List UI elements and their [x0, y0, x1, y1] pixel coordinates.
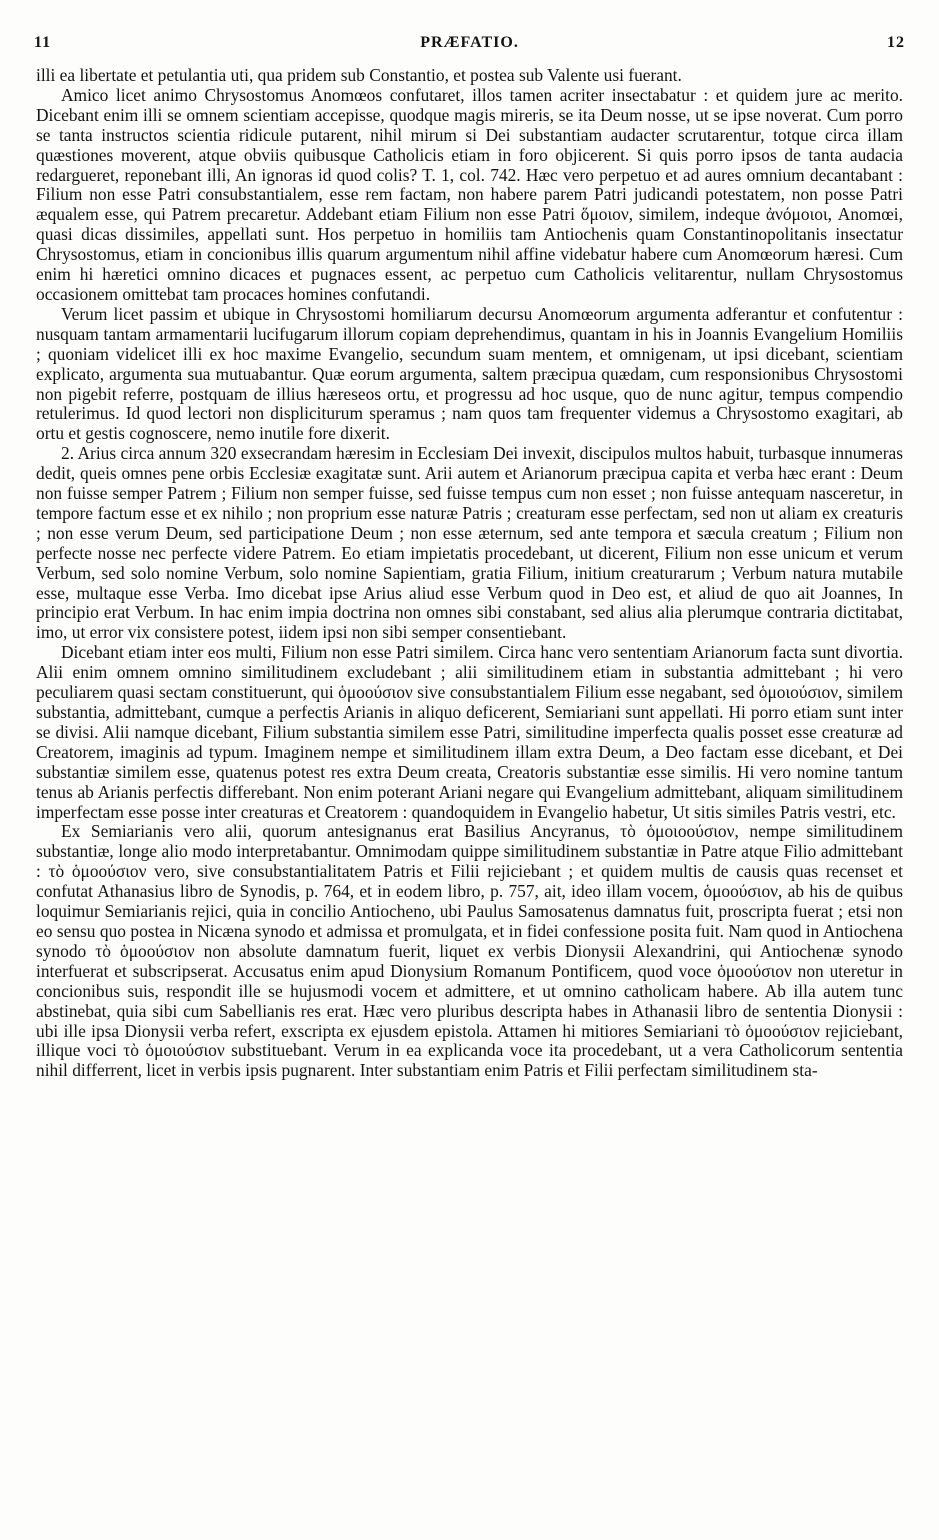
page-title: PRÆFATIO.: [420, 34, 519, 51]
paragraph-4: 2. Arius circa annum 320 exsecrandam hæresim in Ecclesiam Dei invexit, discipulos multos habuit, turbasque innumeras dedit, queis omnes pene orbis Ecclesiæ exagitatæ sunt. Arii autem et Arianorum præcipua capita et verba hæc erant : Deum non fuisse semper Patrem ; Filium non semper fuisse, sed fuisse tempus cum non esset ; non fuisse antequam nasceretur, in tempore factum esse et ex nihilo ; non proprium esse naturæ Patris ; creaturam esse perfectam, sed non ut aliam ex creaturis ; non esse verum Deum, sed participatione Deum ; non esse æternum, sed ante tempora et sæcula creatum ; Filium non perfecte nosse nec perfecte videre Patrem. Eo etiam impietatis procedebant, ut dicerent, Filium non esse unicum et verum Verbum, sed solo nomine Verbum, solo nomine Sapientiam, gratia Filium, initium creaturarum ; Verbum natura mutabile esse, multaque esse Verba. Imo dicebat ipse Arius aliud esse Verbum quod in Deo est, et aliud de quo ait Joannes, In principio erat Verbum. In hac enim impia doctrina non omnes sibi constabant, sed alius alia plerumque contraria dictitabat, imo, ut error vix consistere potest, iidem ipsi non sibi semper consentiebant.: [36, 443, 903, 643]
paragraph-5: Dicebant etiam inter eos multi, Filium non esse Patri similem. Circa hanc vero sententiam Arianorum facta sunt divortia. Alii enim omnem omnino similitudinem excludebant ; alii similitudinem etiam in substantia admittebant ; hi vero peculiarem quasi sectam constituerunt, qui ὁμοούσιον sive consubstantialem Filium esse negabant, sed ὁμοιούσιον, similem substantia, admittebant, cumque a perfectis Arianis in aliquo deficerent, Semiariani sunt appellati. Hi porro etiam sunt inter se divisi. Alii namque dicebant, Filium substantia similem esse Patri, similitudine imperfecta qualis posset esse creaturæ ad Creatorem, imaginis ad typum. Imaginem nempe et similitudinem illam extra Deum, a Deo factam esse dicebant, et Dei substantiæ similem esse, quatenus potest res extra Deum creata, Creatoris substantiæ esse similis. Hi vero nomine tantum tenus ab Arianis perfectis differebant. Non enim poterant Ariani negare qui Evangelium admittebant, aliquam similitudinem imperfectam esse posse inter creaturas et Creatorem : quandoquidem in Evangelio habetur, Ut sitis similes Patris vestri, etc.: [36, 642, 903, 822]
page-number-left: 11: [34, 34, 52, 51]
paragraph-2: Amico licet animo Chrysostomus Anomœos confutaret, illos tamen acriter insectabatur : et quidem jure ac merito. Dicebant enim illi se omnem scientiam accepisse, quodque magis mireris, se ita Deum nosse, ut se ipse noverat. Cum porro se tanta instructos scientia ridicule putarent, nihil mirum si Dei substantiam audacter scrutarentur, totque circa illam quæstiones moverent, atque obviis quibusque Catholicis etiam in foro objicerent. Si quis porro ipsos de tanta audacia redargueret, reponebant illi, An ignoras id quod colis? T. 1, col. 742. Hæc vero perpetuo et ad aures omnium decantabant : Filium non esse Patri consubstantialem, esse rem factam, non habere parem Patri judicandi potestatem, non posse Patri æqualem esse, qui Patrem precaretur. Addebant etiam Filium non esse Patri ὅμοιον, similem, indeque ἀνόμοιοι, Anomœi, quasi dicas dissimiles, appellati sunt. Hos perpetuo in homiliis tam Antiochenis quam Constantinopolitanis insectatur Chrysostomus, etiam in concionibus illis quarum argumentum nihil affine videbatur habere cum Anomœorum hæresi. Cum enim hi hæretici omnino dicaces et pugnaces essent, ac perpetuo cum Catholicis velitarentur, nullam Chrysostomus occasionem omittebat tam procaces homines confutandi.: [36, 84, 903, 304]
paragraph-1: illi ea libertate et petulantia uti, qua pridem sub Constantio, et postea sub Valente usi fuerant.: [36, 65, 682, 85]
paragraph-3: Verum licet passim et ubique in Chrysostomi homiliarum decursu Anomœorum argumenta adferantur et confutentur : nusquam tantam armamentarii lucifugarum illorum copiam deprehendimus, quantam in his in Joannis Evangelium Homiliis ; quoniam videlicet illi ex hoc maxime Evangelio, secundum suam mentem, et omnigenam, ut ipsi dicebant, scientiam explicato, argumenta sua mutuabantur. Quæ eorum argumenta, saltem præcipua quædam, cum responsionibus Chrysostomi non pigebit referre, postquam de illius hæreseos ortu, et progressu ad hoc usque, quo de nunc agitur, tempus compendio retulerimus. Id quod lectori non displiciturum speramus ; nam quos tam frequenter videmus a Chrysostomo exagitari, ab ortu et gestis cognoscere, nemo inutile fore dixerit.: [36, 303, 903, 444]
body-text: [36, 66, 903, 1081]
running-head: [34, 34, 905, 62]
page-number-right: 12: [887, 34, 905, 51]
paragraph-6: Ex Semiarianis vero alii, quorum antesignanus erat Basilius Ancyranus, τὸ ὁμοιοούσιον, nempe similitudinem substantiæ, longe alio modo interpretabantur. Omnimodam quippe similitudinem substantiæ in Patre atque Filio admittebant : τὸ ὁμοούσιον vero, sive consubstantialitatem Patris et Filii rejiciebant ; et quidem multis de causis quas recenset et confutat Athanasius libro de Synodis, p. 764, et in eodem libro, p. 757, ait, ideo illam vocem, ὁμοούσιον, ab his de quibus loquimur Semiarianis rejici, quia in concilio Antiocheno, ubi Paulus Samosatenus damnatus fuit, proscripta fuerat ; etsi non eo sensu quo postea in Nicæna synodo et admissa et promulgata, et in fidei confessione posita fuit. Nam quod in Antiochena synodo τὸ ὁμοούσιον non absolute damnatum fuerit, liquet ex verbis Dionysii Alexandrini, qui Antiochenæ synodo interfuerat et subscripserat. Accusatus enim apud Dionysium Romanum Pontificem, quod voce ὁμοούσιον non uteretur in concionibus suis, respondit ille se hujusmodi vocem et admittere, et ut omnino catholicam habere. Ab illa autem tunc abstinebat, quia sibi cum Sabellianis res erat. Hæc vero pluribus descripta habes in Athanasii libro de sententia Dionysii : ubi ille ipsa Dionysii verba refert, exscripta ex ejusdem epistola. Attamen hi mitiores Semiariani τὸ ὁμοούσιον rejiciebant, illique voci τὸ ὁμοιούσιον substituebant. Verum in ea explicanda voce ita procedebant, ut a vera Catholicorum sententia nihil differrent, licet in verbis ipsis pugnarent. Inter substantiam enim Patris et Filii perfectam similitudinem sta-: [36, 821, 903, 1081]
